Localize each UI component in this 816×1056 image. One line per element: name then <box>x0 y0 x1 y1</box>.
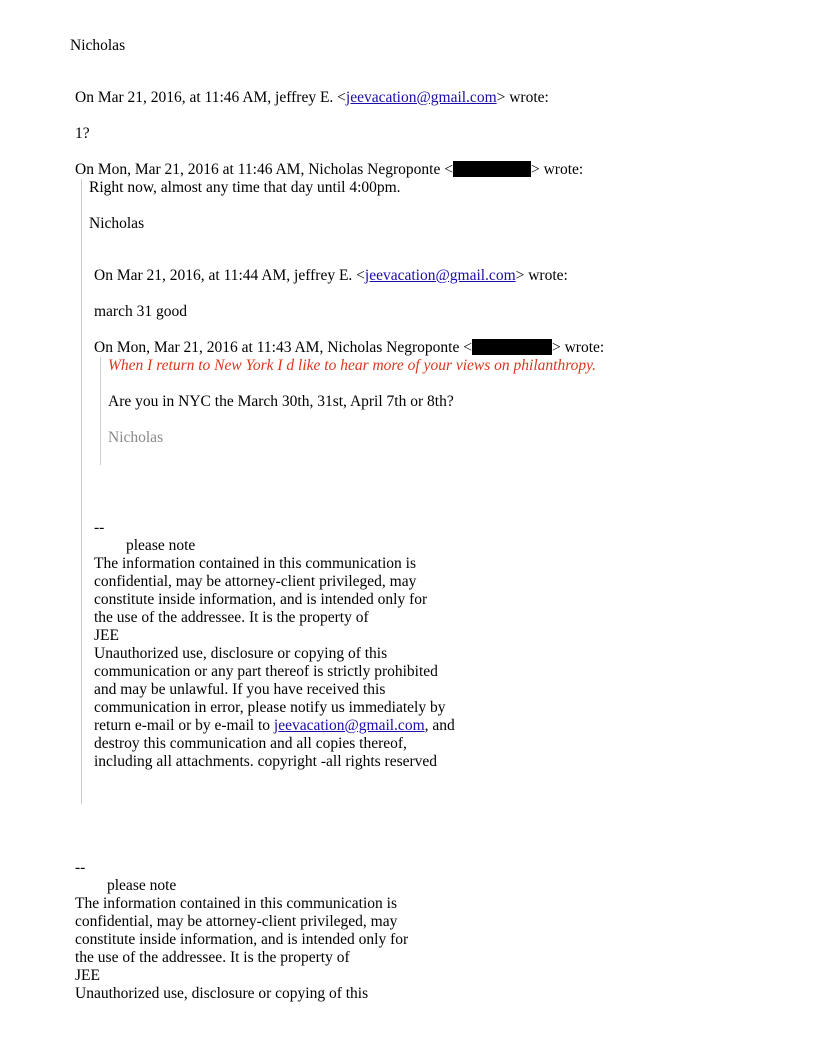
disclaimer-line: confidential, may be attorney-client privileged, may <box>94 573 417 590</box>
message-body-3: march 31 good <box>94 303 187 320</box>
disclaimer-note: please note <box>126 537 196 554</box>
disclaimer-line: Unauthorized use, disclosure or copying of this <box>75 985 369 1002</box>
disclaimer-line: constitute inside information, and is intended only for <box>75 931 409 948</box>
disclaimer-line: destroy this communication and all copies thereof, <box>94 735 407 752</box>
disclaimer-line: and may be unlawful. If you have received this <box>94 681 386 698</box>
disclaimer-line: JEE <box>75 967 100 984</box>
message-line: Are you in NYC the March 30th, 31st, April 7th or 8th? <box>108 393 454 410</box>
quote-bar-outer <box>81 179 82 804</box>
disclaimer-line: return e-mail or by e-mail to jeevacation@gmail.com, and <box>94 717 455 734</box>
quote-header-1: On Mar 21, 2016, at 11:46 AM, jeffrey E. <jeevacation@gmail.com> wrote: <box>75 89 549 106</box>
disclaimer-line: The information contained in this communication is <box>75 895 397 912</box>
quote-bar-inner <box>100 357 101 465</box>
header-signature: Nicholas <box>70 37 126 54</box>
redacted-email <box>453 161 531 177</box>
message-body-2: Right now, almost any time that day until 4:00pm. <box>89 179 401 196</box>
disclaimer-line: the use of the addressee. It is the property of <box>75 949 350 966</box>
message-signature-4: Nicholas <box>108 429 164 446</box>
quote-header-4: On Mon, Mar 21, 2016 at 11:43 AM, Nicholas Negroponte < > wrote: <box>94 339 605 356</box>
email-link[interactable]: jeevacation@gmail.com <box>273 717 425 734</box>
disclaimer-dashes: -- <box>75 859 86 876</box>
email-link[interactable]: jeevacation@gmail.com <box>364 267 516 284</box>
disclaimer-line: confidential, may be attorney-client privileged, may <box>75 913 398 930</box>
disclaimer-note: please note <box>107 877 177 894</box>
disclaimer-line: communication in error, please notify us immediately by <box>94 699 446 716</box>
disclaimer-line: communication or any part thereof is strictly prohibited <box>94 663 438 680</box>
message-signature-2: Nicholas <box>89 215 145 232</box>
disclaimer-line: The information contained in this communication is <box>94 555 416 572</box>
message-body-1: 1? <box>75 125 90 142</box>
disclaimer-line: including all attachments. copyright -all rights reserved <box>94 753 438 770</box>
email-link[interactable]: jeevacation@gmail.com <box>345 89 497 106</box>
disclaimer-line: the use of the addressee. It is the property of <box>94 609 369 626</box>
disclaimer-line: JEE <box>94 627 119 644</box>
disclaimer-line: Unauthorized use, disclosure or copying of this <box>94 645 388 662</box>
disclaimer-dashes: -- <box>94 519 105 536</box>
disclaimer-line: constitute inside information, and is intended only for <box>94 591 428 608</box>
quote-header-2: On Mon, Mar 21, 2016 at 11:46 AM, Nicholas Negroponte < > wrote: <box>75 161 584 178</box>
message-line-red: When I return to New York I d like to hear more of your views on philanthropy. <box>108 357 597 374</box>
redacted-email <box>472 339 552 355</box>
quote-header-3: On Mar 21, 2016, at 11:44 AM, jeffrey E. <jeevacation@gmail.com> wrote: <box>94 267 568 284</box>
